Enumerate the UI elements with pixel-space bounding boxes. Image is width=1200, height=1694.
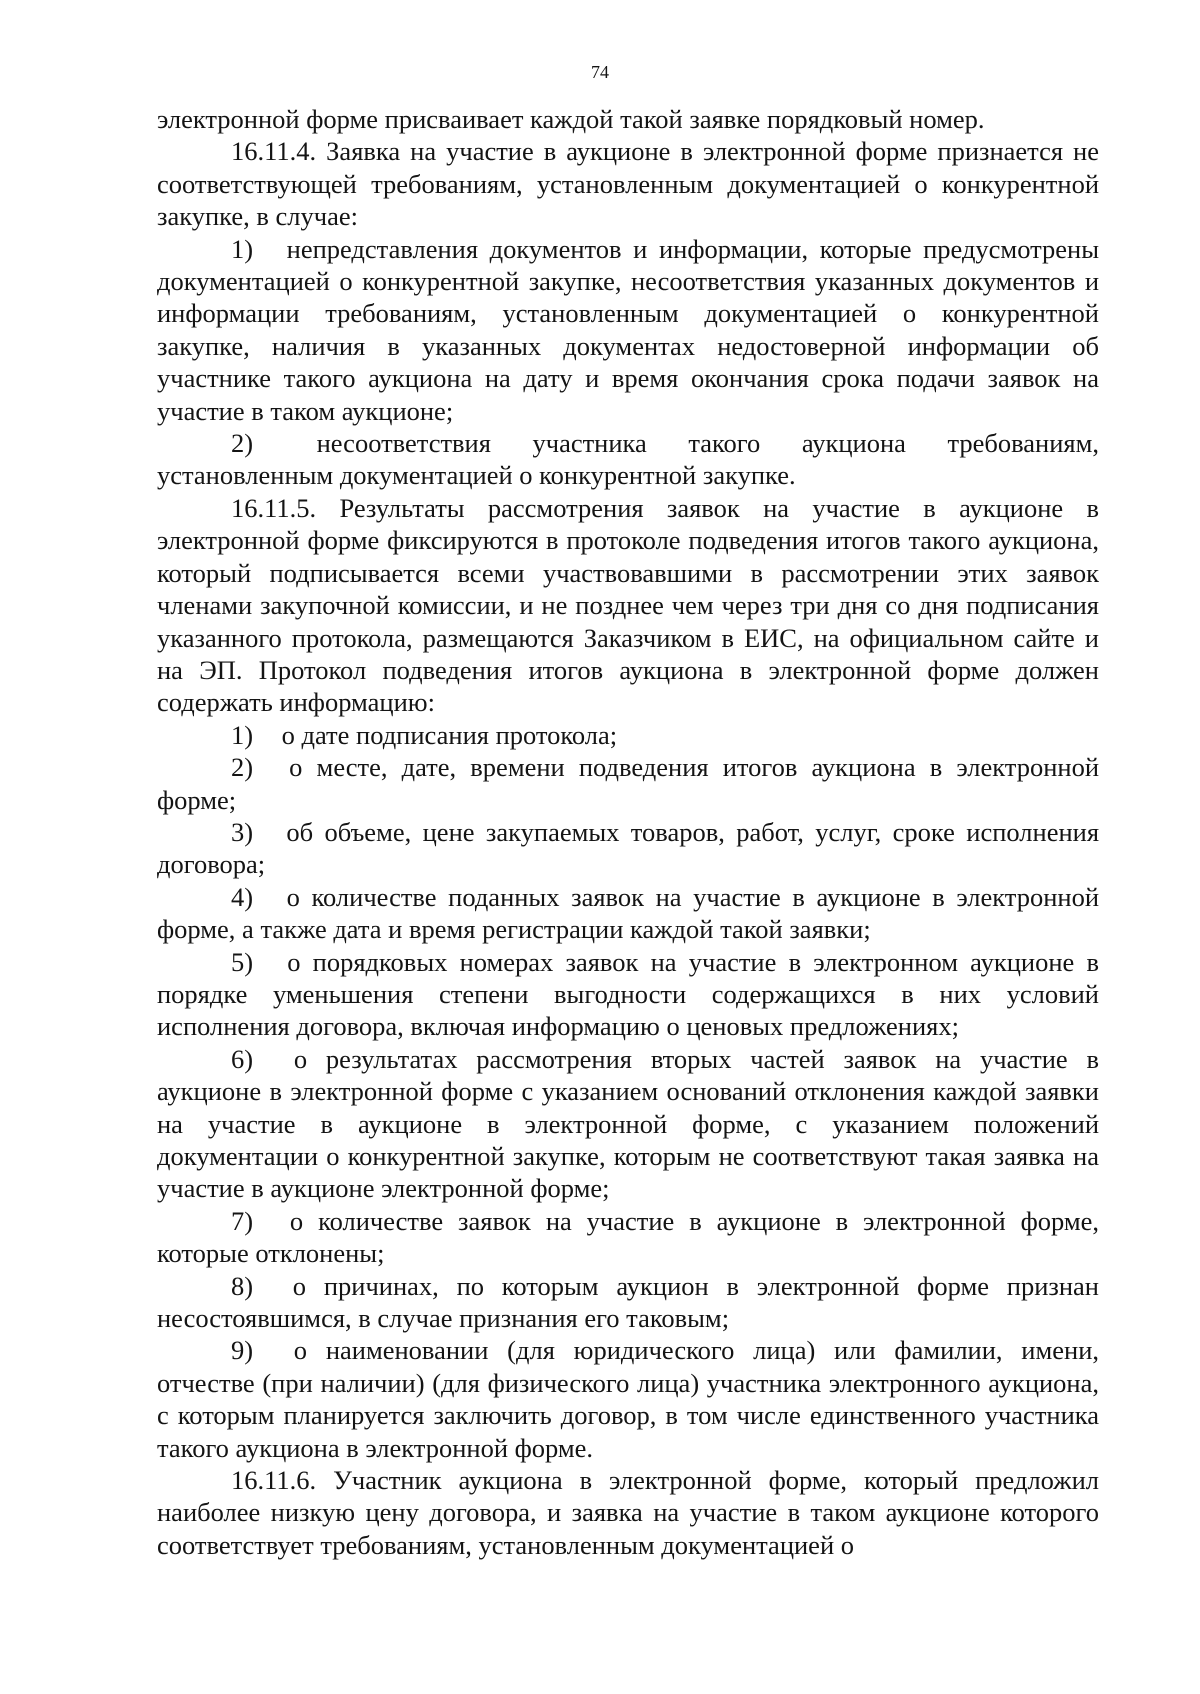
list-item	[157, 1270, 1099, 1335]
paragraph-text: о количестве заявок на участие в аукционе в электронной форме, которые отклонены;	[157, 1205, 1100, 1269]
list-item	[157, 233, 1099, 427]
list-item-number: 1)	[231, 233, 254, 264]
paragraph-text: о месте, дате, времени подведения итогов аукциона в электронной форме;	[157, 752, 1100, 815]
list-item	[157, 946, 1099, 1043]
paragraph-text: о порядковых номерах заявок на участие в электронном аукционе в порядке уменьшения степени выгодности содержащихся в них условий исполнения договора, включая информацию о ценовых предложениях;	[157, 946, 1100, 1042]
paragraph	[157, 103, 1099, 135]
paragraph-text: электронной форме присваивает каждой такой заявке порядковый номер.	[157, 104, 985, 134]
list-item-number: 5)	[231, 946, 254, 977]
list-item	[157, 1205, 1099, 1270]
paragraph-text: о дате подписания протокола;	[281, 719, 618, 750]
list-item-number: 8)	[231, 1270, 254, 1301]
list-item-number: 2)	[231, 428, 254, 459]
list-item	[157, 881, 1099, 946]
list-item-number: 6)	[231, 1043, 254, 1074]
list-item-number: 4)	[231, 881, 254, 912]
paragraph	[157, 1464, 1099, 1561]
paragraph-text: о количестве поданных заявок на участие в аукционе в электронной форме, а также дата и время регистрации каждой такой заявки;	[157, 881, 1099, 945]
document-body	[157, 103, 1099, 1561]
list-item	[157, 1043, 1099, 1205]
paragraph-text: 16.11.5. Результаты рассмотрения заявок на участие в аукционе в электронной форме фиксируются в протоколе подведения итогов такого аукциона, который подписывается всеми участвовавшими в рассмотрении этих заявок членами закупочной комиссии, и не позднее чем через три дня со дня подписания указанного протокола, размещаются Заказчиком в ЕИС, на официальном сайте и на ЭП. Протокол подведения итогов аукциона в электронной форме должен содержать информацию:	[157, 492, 1099, 718]
list-item-number: 9)	[231, 1335, 254, 1366]
list-item	[157, 751, 1099, 816]
paragraph-text: непредставления документов и информации, которые предусмотрены документацией о конкурентной закупке, несоответствия указанных документов и информации требованиям, установленным документацией о конкурентной закупке, наличия в указанных документах недостоверной информации об участнике такого аукциона на дату и время окончания срока подачи заявок на участие в таком аукционе;	[157, 233, 1100, 426]
paragraph-text: об объеме, цене закупаемых товаров, работ, услуг, сроке исполнения договора;	[157, 816, 1100, 880]
paragraph	[157, 492, 1099, 719]
list-item	[157, 1334, 1099, 1464]
list-item	[157, 719, 1099, 751]
paragraph-text: 16.11.6. Участник аукциона в электронной форме, который предложил наиболее низкую цену договора, и заявка на участие в таком аукционе которого соответствует требованиям, установленным документацией о	[157, 1465, 1099, 1560]
list-item	[157, 816, 1099, 881]
paragraph-text: о наименовании (для юридического лица) или фамилии, имени, отчестве (при наличии) (для физического лица) участника электронного аукциона, с которым планируется заключить договор, в том числе единственного участника такого аукциона в электронной форме.	[157, 1335, 1100, 1463]
page-number: 74	[591, 62, 609, 82]
list-item-number: 2)	[231, 752, 254, 783]
paragraph-text: о причинах, по которым аукцион в электронной форме признан несостоявшимся, в случае признания его таковым;	[157, 1270, 1099, 1334]
list-item	[157, 427, 1099, 492]
list-item-number: 3)	[231, 816, 254, 847]
list-item-number: 7)	[231, 1205, 254, 1236]
paragraph-text: о результатах рассмотрения вторых частей заявок на участие в аукционе в электронной форме с указанием оснований отклонения каждой заявки на участие в аукционе в электронной форме, с указанием положений документации о конкурентной закупке, которым не соответствуют такая заявка на участие в аукционе электронной форме;	[157, 1043, 1099, 1204]
paragraph	[157, 135, 1099, 232]
list-item-number: 1)	[231, 719, 254, 750]
paragraph-text: несоответствия участника такого аукциона требованиям, установленным документацией о конкурентной закупке.	[157, 428, 1100, 491]
paragraph-text: 16.11.4. Заявка на участие в аукционе в электронной форме признается не соответствующей требованиям, установленным документацией о конкурентной закупке, в случае:	[157, 136, 1099, 232]
